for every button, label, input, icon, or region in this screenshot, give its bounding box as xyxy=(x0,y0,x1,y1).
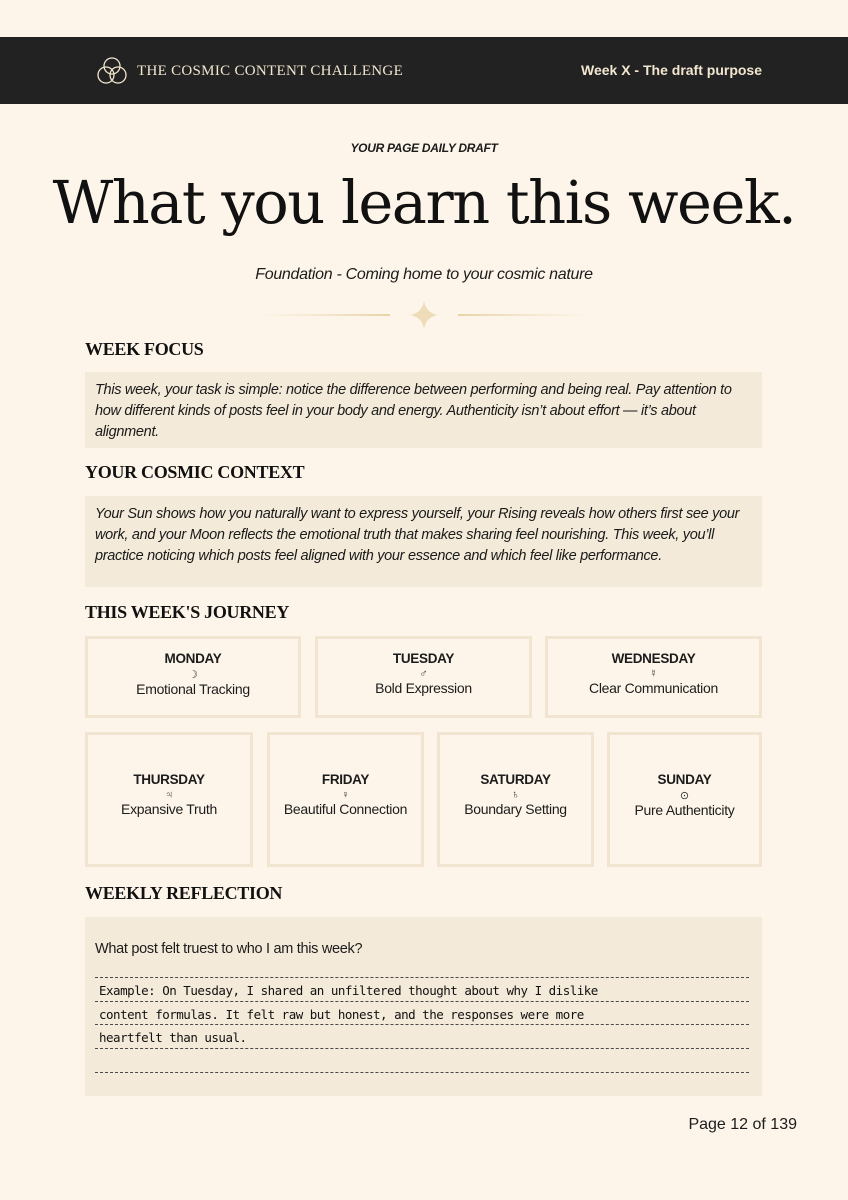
day-theme: Boundary Setting xyxy=(464,801,567,817)
week-focus-panel xyxy=(85,372,762,448)
handwritten-answer-line[interactable]: Example: On Tuesday, I shared an unfiltered thought about why I dislike xyxy=(99,983,598,998)
venus-symbol-icon: ♀ xyxy=(341,789,350,801)
cosmic-context-heading: YOUR COSMIC CONTEXT xyxy=(85,462,305,482)
sparkle-divider xyxy=(258,299,590,331)
week-focus-text: This week, your task is simple: notice the difference between performing and being real. Pay attention to how different kinds of posts feel in your body and energy. Authenticity isn’t about effort — it’s about alignment. xyxy=(95,382,732,440)
day-card-thursday xyxy=(85,732,253,867)
jupiter-symbol-icon: ♃ xyxy=(164,789,174,801)
day-name: SUNDAY xyxy=(657,772,712,787)
day-name: WEDNESDAY xyxy=(611,651,696,666)
page-subtitle: Foundation - Coming home to your cosmic nature xyxy=(255,266,593,283)
answer-line xyxy=(95,1048,749,1049)
day-name: SATURDAY xyxy=(480,772,551,787)
day-theme: Clear Communication xyxy=(589,680,718,696)
day-card-friday xyxy=(267,732,424,867)
day-name: MONDAY xyxy=(164,651,222,666)
day-card-wednesday xyxy=(545,636,762,718)
day-card-tuesday xyxy=(315,636,532,718)
day-theme: Expansive Truth xyxy=(121,801,217,817)
triple-circle-logo-icon xyxy=(96,56,128,86)
day-card-monday xyxy=(85,636,301,718)
cosmic-context-panel xyxy=(85,496,762,587)
brand-title: THE COSMIC CONTENT CHALLENGE xyxy=(137,63,404,79)
sparkle-star-icon xyxy=(410,301,438,329)
reflection-heading: WEEKLY REFLECTION xyxy=(85,883,283,903)
week-label: Week X - The draft purpose xyxy=(581,62,762,78)
journey-heading: THIS WEEK'S JOURNEY xyxy=(85,602,290,622)
day-theme: Pure Authenticity xyxy=(634,802,735,818)
day-name: FRIDAY xyxy=(321,772,370,787)
moon-symbol-icon: ☽ xyxy=(188,669,198,681)
day-theme: Beautiful Connection xyxy=(283,801,408,817)
day-theme: Emotional Tracking xyxy=(136,681,250,697)
answer-line xyxy=(95,977,749,978)
day-card-sunday xyxy=(607,732,762,867)
reflection-panel xyxy=(85,917,762,1096)
week-focus-heading: WEEK FOCUS xyxy=(85,339,204,359)
day-card-saturday xyxy=(437,732,594,867)
reflection-question: What post felt truest to who I am this week? xyxy=(95,941,363,957)
page-title: What you learn this week. xyxy=(52,168,796,237)
day-theme: Bold Expression xyxy=(375,680,472,696)
saturn-symbol-icon: ♄ xyxy=(511,789,520,801)
day-name: TUESDAY xyxy=(392,651,455,666)
eyebrow-label: YOUR PAGE DAILY DRAFT xyxy=(350,141,498,155)
mercury-symbol-icon: ☿ xyxy=(649,668,658,680)
day-name: THURSDAY xyxy=(133,772,205,787)
answer-line xyxy=(95,1072,749,1073)
page-number: Page 12 of 139 xyxy=(688,1116,797,1133)
handwritten-answer-line[interactable]: content formulas. It felt raw but honest, and the responses were more xyxy=(99,1007,584,1022)
answer-line xyxy=(95,1024,749,1025)
handwritten-answer-line[interactable]: heartfelt than usual. xyxy=(99,1030,247,1045)
answer-line xyxy=(95,1001,749,1002)
cosmic-context-text: Your Sun shows how you naturally want to express yourself, your Rising reveals how others first see your work, and your Moon reflects the emotional truth that makes sharing feel nourishing. This week, you’ll practice noticing which posts feel aligned with your essence and which feel like performance. xyxy=(95,506,740,564)
mars-symbol-icon: ♂ xyxy=(419,668,428,680)
header-bar xyxy=(0,37,848,104)
sun-symbol-icon: ⊙ xyxy=(679,790,690,802)
